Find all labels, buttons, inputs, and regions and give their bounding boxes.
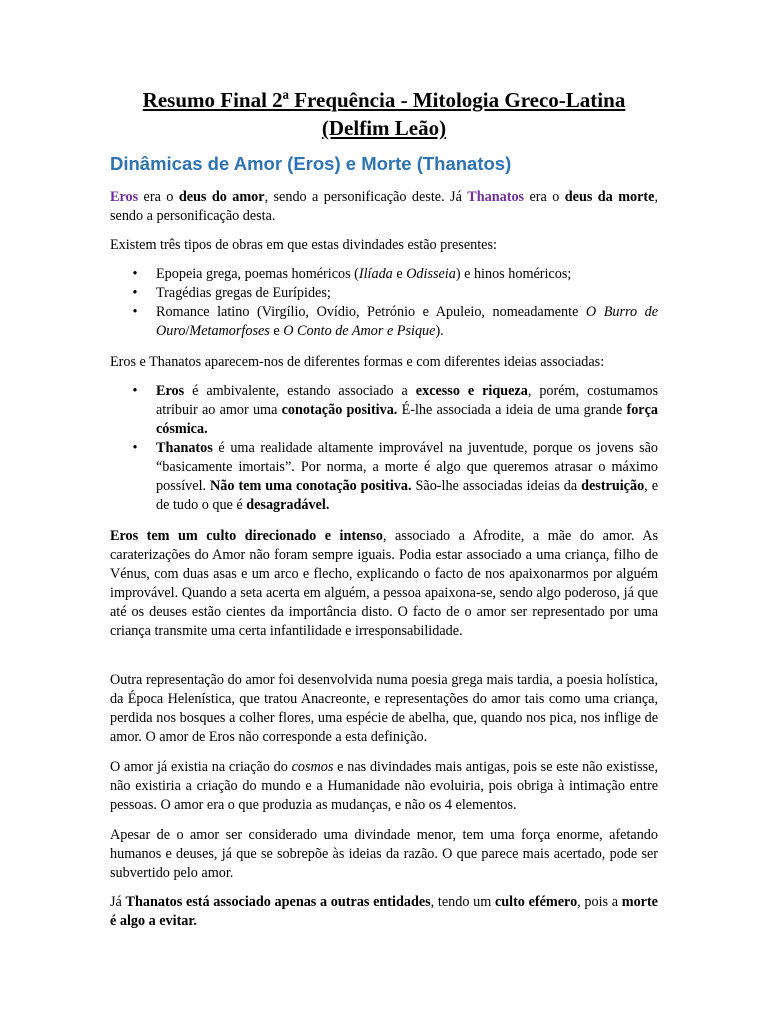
text-run: e [392,266,407,282]
text-run: , sendo a personificação desta. [110,189,658,224]
bullet-icon: • [132,304,138,320]
paragraph-works [110,236,658,255]
title-line-2: (Delfim Leão) [321,116,447,140]
text-run: , sendo a personificação deste. Já [264,189,468,205]
text-run: , associado a Afrodite, a mãe do amor. As caraterizações do Amor não foram sempre iguais. Podia estar associado a uma criança, filho de Vénus, com duas asas e um arco e flecho, explicando o facto de nos apaixonarmos por alguém improvável. Quando a seta acerta em alguém, a pessoa apaixona-se, sendo algo poderoso, já que até os deuses estão cientes da importância disto. O facto de o amor ser representado por uma criança transmite uma certa infantilidade e irresponsabilidade. [110,528,658,639]
bullet-icon: • [132,266,138,282]
title-line-1: Resumo Final 2ª Frequência - Mitologia Greco-Latina [142,88,626,112]
text-run: Já [110,894,126,910]
bold-run: força cósmica. [156,402,658,437]
text-run: e [269,323,284,339]
paragraph-cosmos [110,758,658,815]
text-run: São-lhe associadas ideias da [411,478,582,494]
italic-run: O Burro de Ouro [156,304,658,339]
bold-run: culto efémero [494,894,578,910]
bold-run: destruição [581,478,645,494]
list-eros-thanatos [110,382,658,515]
text-run: e nas divindades mais antigas, pois se este não existisse, não existiria a criação do mundo e a Humanidade não evoluiria, pois obriga à intimação entre pessoas. O amor era o que produzia as mudanças, e não os 4 elementos. [110,759,658,813]
bold-run: morte é algo a evitar. [110,894,658,929]
paragraph-text: Apesar de o amor ser considerado uma divindade menor, tem uma força enorme, afetando humanos e deuses, já que se sobrepõe às ideias da razão. O que parece mais acertado, pode ser subvertido pelo amor. [110,827,658,881]
bold-run: Eros [156,383,185,399]
text-run: / [185,323,190,339]
text-run: era o [524,189,565,205]
list-item-eros [110,382,658,439]
paragraph-text: Outra representação do amor foi desenvolvida numa poesia grega mais tardia, a poesia holística, da Época Helenística, que tratou Anacreonte, e representações do amor tais como uma criança, perdida nos bosques a colher flores, uma espécie de abelha, que, quando nos pica, nos inflige de amor. O amor de Eros não corresponde a esta definição. [110,672,658,745]
text-run: O amor já existia na criação do [110,759,292,775]
bold-run: deus da morte [564,189,655,205]
bullet-icon: • [132,383,138,399]
paragraph-minor-deity [110,826,658,883]
bold-run: deus do amor [178,189,265,205]
bold-run: excesso e riqueza [415,383,528,399]
document-title [100,86,668,142]
bold-run: Não tem uma conotação positiva. [210,478,412,494]
text-run: , pois a [577,894,622,910]
text-run: é ambivalente, estando associado a [184,383,416,399]
list-item [110,303,658,341]
italic-run: cosmos [291,759,334,775]
paragraph-forms [110,353,658,372]
text-run: ) e hinos homéricos; [455,266,572,282]
text-run: era o [138,189,179,205]
bold-run: Eros tem um culto direcionado e intenso [110,528,383,544]
text-run: É-lhe associada a ideia de uma grande [397,402,627,418]
list-item [110,284,658,303]
section-heading: Dinâmicas de Amor (Eros) e Morte (Thanatos) [110,153,512,174]
text-run: , tendo um [430,894,495,910]
text-run: é uma realidade altamente improvável na juventude, porque os jovens são “basicamente imortais”. Por norma, a morte é algo que queremos atrasar o máximo possível. [156,440,658,494]
paragraph-text: Existem três tipos de obras em que estas divindades estão presentes: [110,237,497,253]
list-works [110,265,658,341]
text-run: Tragédias gregas de Eurípides; [156,285,331,301]
text-run: , porém, costumamos atribuir ao amor uma [156,383,658,418]
bold-run: desagradável. [246,497,330,513]
italic-run: O Conto de Amor e Psique [283,323,436,339]
bold-run: conotação positiva. [281,402,398,418]
paragraph-text: Eros e Thanatos aparecem-nos de diferentes formas e com diferentes ideias associadas: [110,354,605,370]
list-item-thanatos [110,439,658,515]
italic-run: Metamorfoses [189,323,270,339]
bullet-icon: • [132,440,138,456]
text-run: , e de tudo o que é [156,478,658,513]
bullet-icon: • [132,285,138,301]
bold-run: Thanatos está associado apenas a outras entidades [125,894,431,910]
paragraph-eros-cult [110,527,658,641]
text-run: Epopeia grega, poemas homéricos ( [156,266,359,282]
paragraph-intro [110,188,658,226]
thanatos-name: Thanatos [467,189,525,205]
italic-run: Ilíada [358,266,393,282]
italic-run: Odisseia [406,266,456,282]
list-item [110,265,658,284]
text-run: ). [435,323,444,339]
text-run: Romance latino (Virgílio, Ovídio, Petrónio e Apuleio, nomeadamente [156,304,586,320]
paragraph-hellenistic [110,671,658,747]
eros-name: Eros [110,189,139,205]
paragraph-thanatos-cult [110,893,658,931]
bold-run: Thanatos [156,440,213,456]
